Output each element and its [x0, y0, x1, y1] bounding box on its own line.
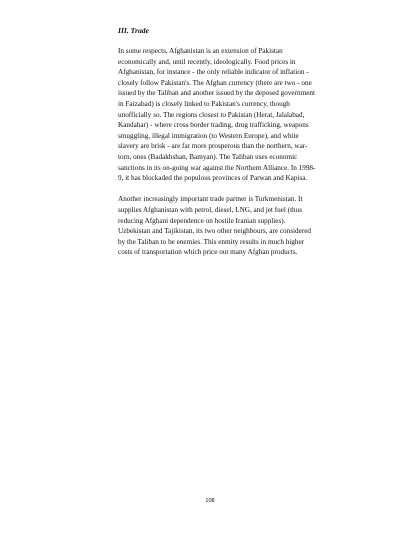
document-body [118, 26, 316, 268]
paragraph-turkmenistan: Another increasingly important trade partner is Turkmenistan. It supplies Afghanistan with petrol, diesel, LNG, and jet fuel (thus reducing Afghani dependence on hostile Iranian supplies). Uzbekistan and Tajikistan, its two other neighbours, are considered by the Taliban to be enemies. This enmity results in much higher costs of transportation which price out many Afghan products. [118, 195, 311, 257]
section-heading: III. Trade [118, 26, 149, 35]
paragraph-afghanistan-pakistan: In some respects, Afghanistan is an extension of Pakistan economically and, until recently, ideologically. Food prices in Afghanistan, for instance - the only reliable indicator of inflation - closely follow Pakistan's. The Afghan currency (there are two - one issued by the Taliban and another issued by the deposed government in Faizabad) is closely linked to Pakistan's currency, though unofficially so. The regions closest to Pakistan (Herat, Jalalabad, Kandahar) - where cross border trading, drug trafficking, weapons smuggling, illegal immigration (to Western Europe), and white slavery are brisk - are far more prosperous than the northern, war-torn, ones (Badakhshan, Bamyan). The Taliban uses economic sanctions in its on-going war against the Northern Alliance. In 1998-9, it has blockaded the populous provinces of Parwan and Kapisa. [118, 47, 316, 183]
page-number: 108 [205, 498, 215, 504]
